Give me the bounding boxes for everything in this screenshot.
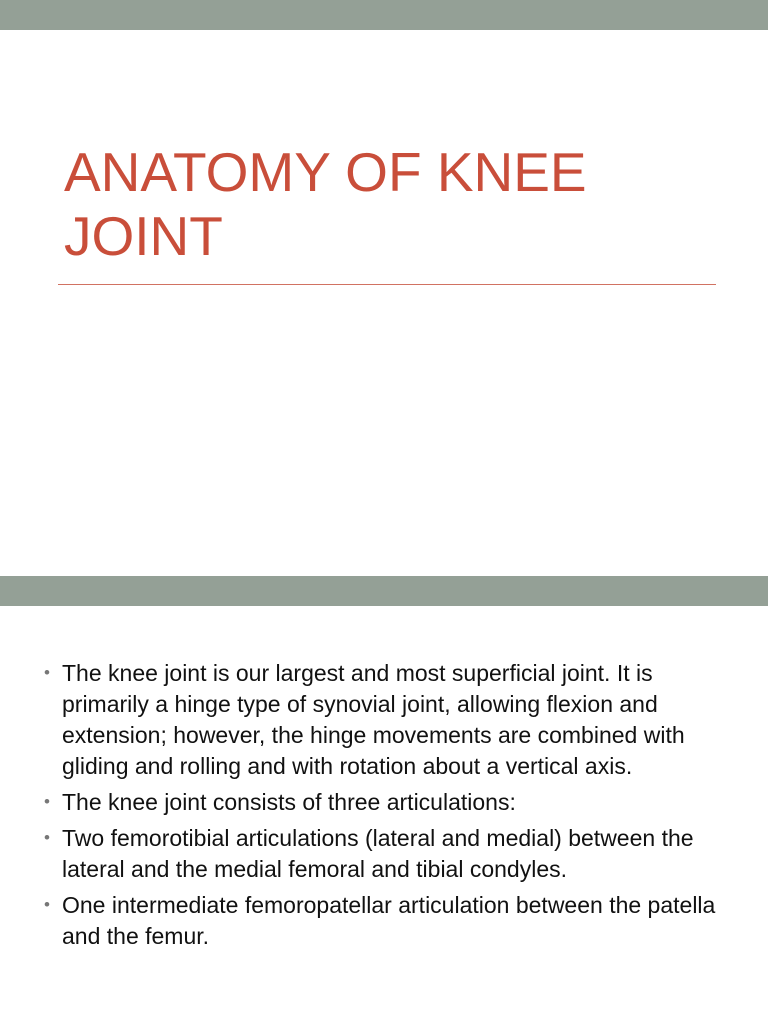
top-bar	[0, 576, 768, 606]
bullet-text: The knee joint is our largest and most superficial joint. It is primarily a hinge type of synovial joint, allowing flexion and extension; however, the hinge movements are combined with gliding and rolling and with rotation about a vertical axis.	[62, 660, 685, 779]
bullet-text: One intermediate femoropatellar articulation between the patella and the femur.	[62, 892, 716, 949]
bullet-dot-icon: •	[44, 792, 50, 811]
bullet-item	[44, 823, 734, 885]
slide-title: ANATOMY OF KNEE JOINT	[64, 141, 587, 267]
bullet-text: Two femorotibial articulations (lateral and medial) between the lateral and the medial femoral and tibial condyles.	[62, 825, 694, 882]
bullet-item	[44, 787, 734, 818]
bullet-dot-icon: •	[44, 663, 50, 682]
bullet-dot-icon: •	[44, 828, 50, 847]
bullet-item	[44, 658, 734, 782]
title-divider	[58, 284, 716, 285]
bullet-list	[44, 658, 734, 957]
top-bar	[0, 0, 768, 30]
bullet-dot-icon: •	[44, 895, 50, 914]
content-slide	[0, 576, 768, 1024]
bullet-item	[44, 890, 734, 952]
bullet-text: The knee joint consists of three articulations:	[62, 789, 516, 815]
